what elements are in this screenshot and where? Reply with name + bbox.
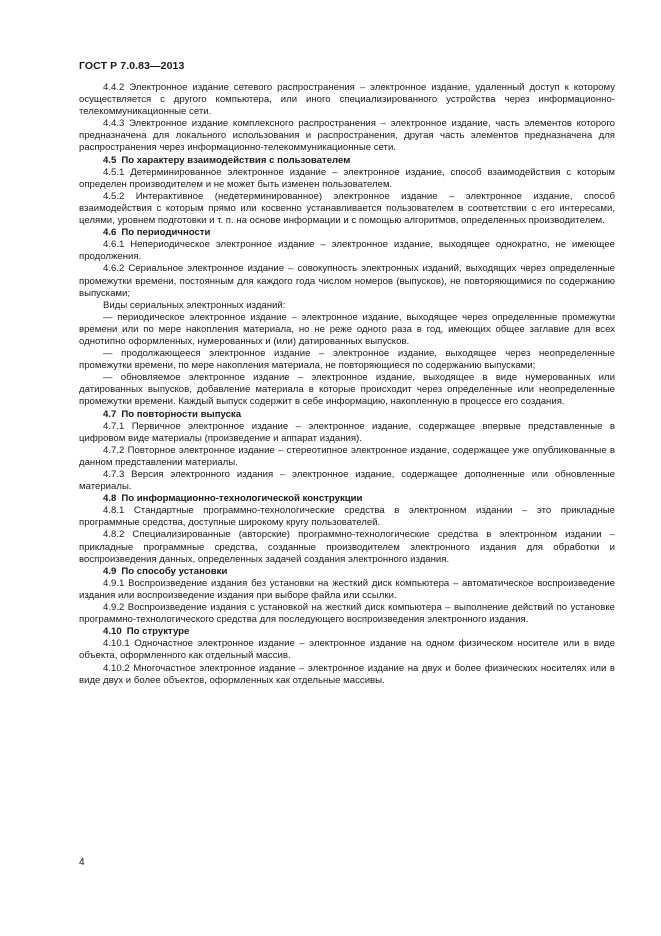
paragraph-4-7-1: 4.7.1 Первичное электронное издание – электронное издание, содержащее впервые представленные в цифровом виде материалы (произведение и аппарат издания). <box>79 420 615 444</box>
paragraph-4-4-3: 4.4.3 Электронное издание комплексного распространения – электронное издание, часть элементов которого предназначена для локального использования и распространения, другая часть элементов предназначена для распространения через информационно-телекоммуникационные сети. <box>79 118 615 154</box>
section-number: 4.10 <box>103 626 122 638</box>
section-heading-4-9 <box>79 566 615 578</box>
paragraph-4-4-2: 4.4.2 Электронное издание сетевого распространения – электронное издание, удаленный доступ к которому осуществляется с другого компьютера, или иного специализированного устройства через информационно-телекоммуникационные сети. <box>79 82 615 118</box>
paragraph-4-9-1: 4.9.1 Воспроизведение издания без установки на жесткий диск компьютера – автоматическое воспроизведение издания или воспроизведение издания при выборе файла или ссылки. <box>79 577 615 601</box>
section-title: По периодичности <box>121 227 211 239</box>
section-number: 4.7 <box>103 408 117 420</box>
section-heading-4-6 <box>79 227 615 239</box>
paragraph-4-5-2: 4.5.2 Интерактивное (недетерминированное) электронное издание – электронное издание, способ взаимодействия с которым прямо или косвенно устанавливается пользователем в соответствии с его интересами, целями, уровнем подготовки и т. п. на основе информации и с помощью алгоритмов, определенных производителем. <box>79 190 615 227</box>
section-number: 4.9 <box>103 565 117 577</box>
section-title: По способу установки <box>121 565 228 577</box>
section-number: 4.5 <box>103 154 117 166</box>
paragraph-4-9-2: 4.9.2 Воспроизведение издания с установкой на жесткий диск компьютера – выполнение действий по установке программно-технологического средства для последующего воспроизведения электронного издания. <box>79 602 615 626</box>
paragraph-4-5-1: 4.5.1 Детерминированное электронное издание – электронное издание, способ взаимодействия с которым определен производителем и не может быть изменен пользователем. <box>79 166 615 190</box>
section-number: 4.8 <box>103 493 117 505</box>
paragraph-4-7-3: 4.7.3 Версия электронного издания – электронное издание, содержащее дополненные или обновленные материалы. <box>79 469 615 493</box>
paragraph-4-10-2: 4.10.2 Многочастное электронное издание – электронное издание на двух и более физических носителях или в виде двух и более объектов, оформленных как отдельные массивы. <box>79 662 615 686</box>
paragraph-4-6-1: 4.6.1 Непериодическое электронное издание – электронное издание, выходящее однократно, не имеющее продолжения. <box>79 239 615 263</box>
paragraph-4-8-2: 4.8.2 Специализированные (авторские) программно-технологические средства в электронном издании – прикладные программные средства, созданные производителем электронного издания для обработки и воспроизведения данных, определенных задачей создания электронного издания. <box>79 529 615 565</box>
page-number: 4 <box>79 857 85 868</box>
section-heading-4-8 <box>79 493 615 505</box>
list-item-updated: — обновляемое электронное издание – электронное издание, выходящее в виде нумерованных или датированных выпусков, добавление материала в которые происходит через определенные или неопределенные промежутки времени. Каждый выпуск содержит в себе информацию, накопленную в процессе его создания. <box>79 372 615 408</box>
paragraph-4-8-1: 4.8.1 Стандартные программно-технологические средства в электронном издании – это прикладные программные средства, доступные широкому кругу пользователей. <box>79 505 615 529</box>
section-heading-4-5 <box>79 155 615 167</box>
section-title: По структуре <box>126 626 190 638</box>
paragraph-serial-intro: Виды сериальных электронных изданий: <box>103 299 286 311</box>
document-header: ГОСТ Р 7.0.83—2013 <box>79 60 185 72</box>
paragraph-4-7-2: 4.7.2 Повторное электронное издание – стереотипное электронное издание, содержащее уже опубликованные в данном представлении материалы. <box>79 444 615 468</box>
section-title: По информационно-технологической конструкции <box>121 493 363 505</box>
paragraph-4-10-1: 4.10.1 Одночастное электронное издание – электронное издание на одном физическом носителе или в виде объекта, оформленного как отдельный массив. <box>79 638 615 662</box>
list-item-periodic: — периодическое электронное издание – электронное издание, выходящее через определенные промежутки времени или по мере накопления материала, но не реже одного раза в год, имеющих общее заглавие для всех однотипно оформленных, нумерованных и (или) датированных выпусков. <box>79 311 615 347</box>
section-heading-4-10 <box>79 626 615 638</box>
section-heading-4-7 <box>79 409 615 421</box>
section-number: 4.6 <box>103 227 117 239</box>
document-body <box>79 82 615 687</box>
section-title: По характеру взаимодействия с пользователем <box>121 154 351 166</box>
list-item-continuing: — продолжающееся электронное издание – электронное издание, выходящее через неопределенные промежутки времени, по мере накопления материала, не повторяющиеся по содержанию выпусками; <box>79 348 615 372</box>
section-title: По повторности выпуска <box>121 408 242 420</box>
paragraph-4-6-2: 4.6.2 Сериальное электронное издание – совокупность электронных изданий, выходящих через определенные промежутки времени, постоянным для каждого года числом номеров (выпусков), не повторяющимися по содержанию выпусками; <box>79 263 615 299</box>
